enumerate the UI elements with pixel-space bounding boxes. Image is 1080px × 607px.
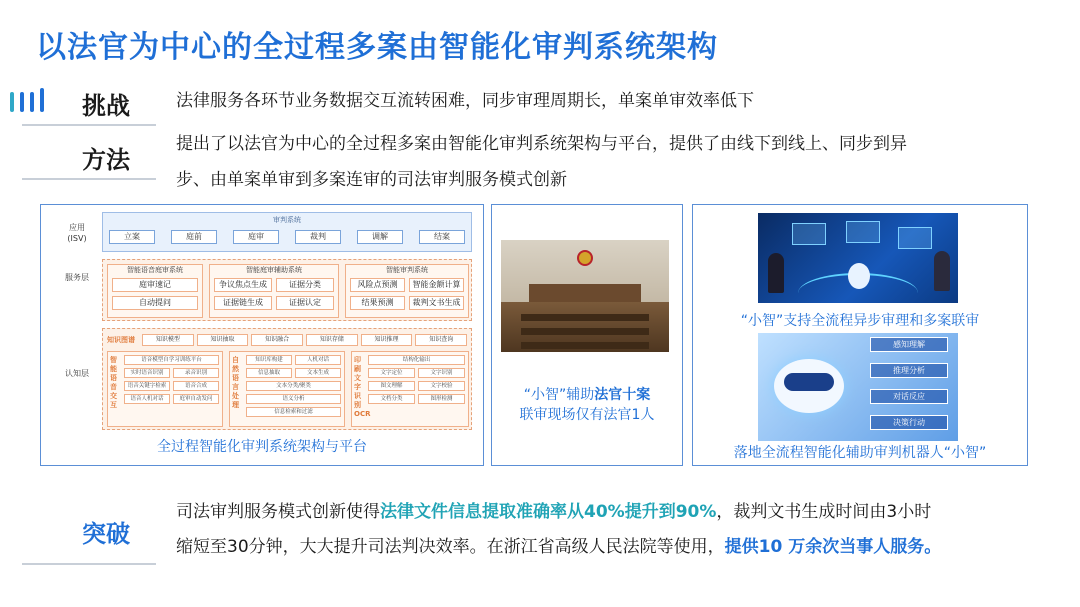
service-item: 证据认定: [276, 296, 334, 310]
cognition-group: 智能语音交互 语音模型自学习训练平台 实时语音识别 录音识别 语音关键字检索 语音合成 语音人机对话 庭审自动发问: [107, 351, 223, 427]
courtroom-photo: [501, 240, 669, 352]
challenge-text: 法律服务各环节业务数据交互流转困难，同步审理周期长，单案单审效率低下: [176, 91, 754, 111]
court-emblem-icon: [577, 250, 593, 266]
robot-menu-item: 决策行动: [870, 415, 948, 430]
robot-menu-item: 感知理解: [870, 337, 948, 352]
courtroom-caption-line1: “小智”辅助法官十案: [523, 387, 651, 403]
system-title: 审判系统: [273, 216, 301, 224]
service-item: 庭审速记: [112, 278, 198, 292]
layer-app-label: 应用 (ISV): [67, 223, 87, 243]
breakthrough-label: 突破: [82, 520, 130, 548]
step-box: 立案: [109, 230, 155, 244]
layer-service-label: 服务层: [65, 273, 89, 282]
challenge-divider: [22, 124, 156, 126]
method-label: 方法: [82, 146, 130, 174]
section-bars-icon: [10, 88, 44, 112]
service-item: 裁判文书生成: [409, 296, 464, 310]
page-title: 以法官为中心的全过程多案由智能化审判系统架构: [36, 30, 718, 65]
service-item: 智能金额计算: [409, 278, 464, 292]
step-box: 调解: [357, 230, 403, 244]
service-group: 智能庭审辅助系统 争议焦点生成 证据分类 证据链生成 证据认定: [209, 264, 339, 318]
cognition-group: 自然语言处理 知识库构建 人机对话 信息抽取 文本生成 文本分类/聚类 语义分析 信息检索和过滤: [229, 351, 345, 427]
service-item: 争议焦点生成: [214, 278, 272, 292]
service-layer: [102, 259, 472, 321]
challenge-label: 挑战: [82, 92, 130, 120]
architecture-diagram: [60, 212, 472, 430]
service-item: 证据链生成: [214, 296, 272, 310]
service-item: 结果预测: [350, 296, 405, 310]
application-layer: [102, 212, 472, 252]
layer-cognition-label: 认知层: [65, 369, 89, 378]
method-text-line2: 步、由单案单审到多案连审的司法审判服务模式创新: [176, 170, 567, 190]
knowledge-graph-row: 知识图谱 知识模型 知识抽取 知识融合 知识存储 知识推理 知识查询: [107, 333, 467, 347]
step-box: 庭审: [233, 230, 279, 244]
step-box: 庭前: [171, 230, 217, 244]
robot-menu-item: 推理分析: [870, 363, 948, 378]
method-divider: [22, 178, 156, 180]
robot-caption-1: “小智”支持全流程异步审理和多案联审: [740, 313, 980, 329]
cognition-layer: [102, 328, 472, 430]
robot-menu-item: 对话反应: [870, 389, 948, 404]
breakthrough-line1: 司法审判服务模式创新使得法律文件信息提取准确率从40%提升到90%，裁判文书生成时间由3小时: [176, 502, 932, 522]
robot-icon: [848, 263, 870, 289]
service-item: 自动提问: [112, 296, 198, 310]
async-trial-image: [758, 213, 958, 303]
robot-xiaozhi-image: [758, 333, 958, 441]
architecture-caption: 全过程智能化审判系统架构与平台: [157, 439, 367, 455]
step-box: 裁判: [295, 230, 341, 244]
method-text-line1: 提出了以法官为中心的全过程多案由智能化审判系统架构与平台，提供了由线下到线上、同步到异: [176, 134, 907, 154]
breakthrough-line2: 缩短至30分钟，大大提升司法判决效率。在浙江省高级人民法院等使用，提供10 万余次当事人服务。: [176, 537, 942, 557]
service-item: 风险点预测: [350, 278, 405, 292]
robot-caption-2: 落地全流程智能化辅助审判机器人“小智”: [733, 445, 987, 461]
service-group: 智能语音庭审系统 庭审速记 自动提问: [107, 264, 203, 318]
courtroom-caption-line2: 联审现场仅有法官1人: [519, 407, 655, 423]
step-box: 结案: [419, 230, 465, 244]
breakthrough-divider: [22, 563, 156, 565]
service-group: 智能审判系统 风险点预测 智能金额计算 结果预测 裁判文书生成: [345, 264, 469, 318]
cognition-group: 印刷文字识别OCR 结构化输出 文字定位 文字识别 图文理解 文字校验 文档分类 图形检测: [351, 351, 469, 427]
service-item: 证据分类: [276, 278, 334, 292]
